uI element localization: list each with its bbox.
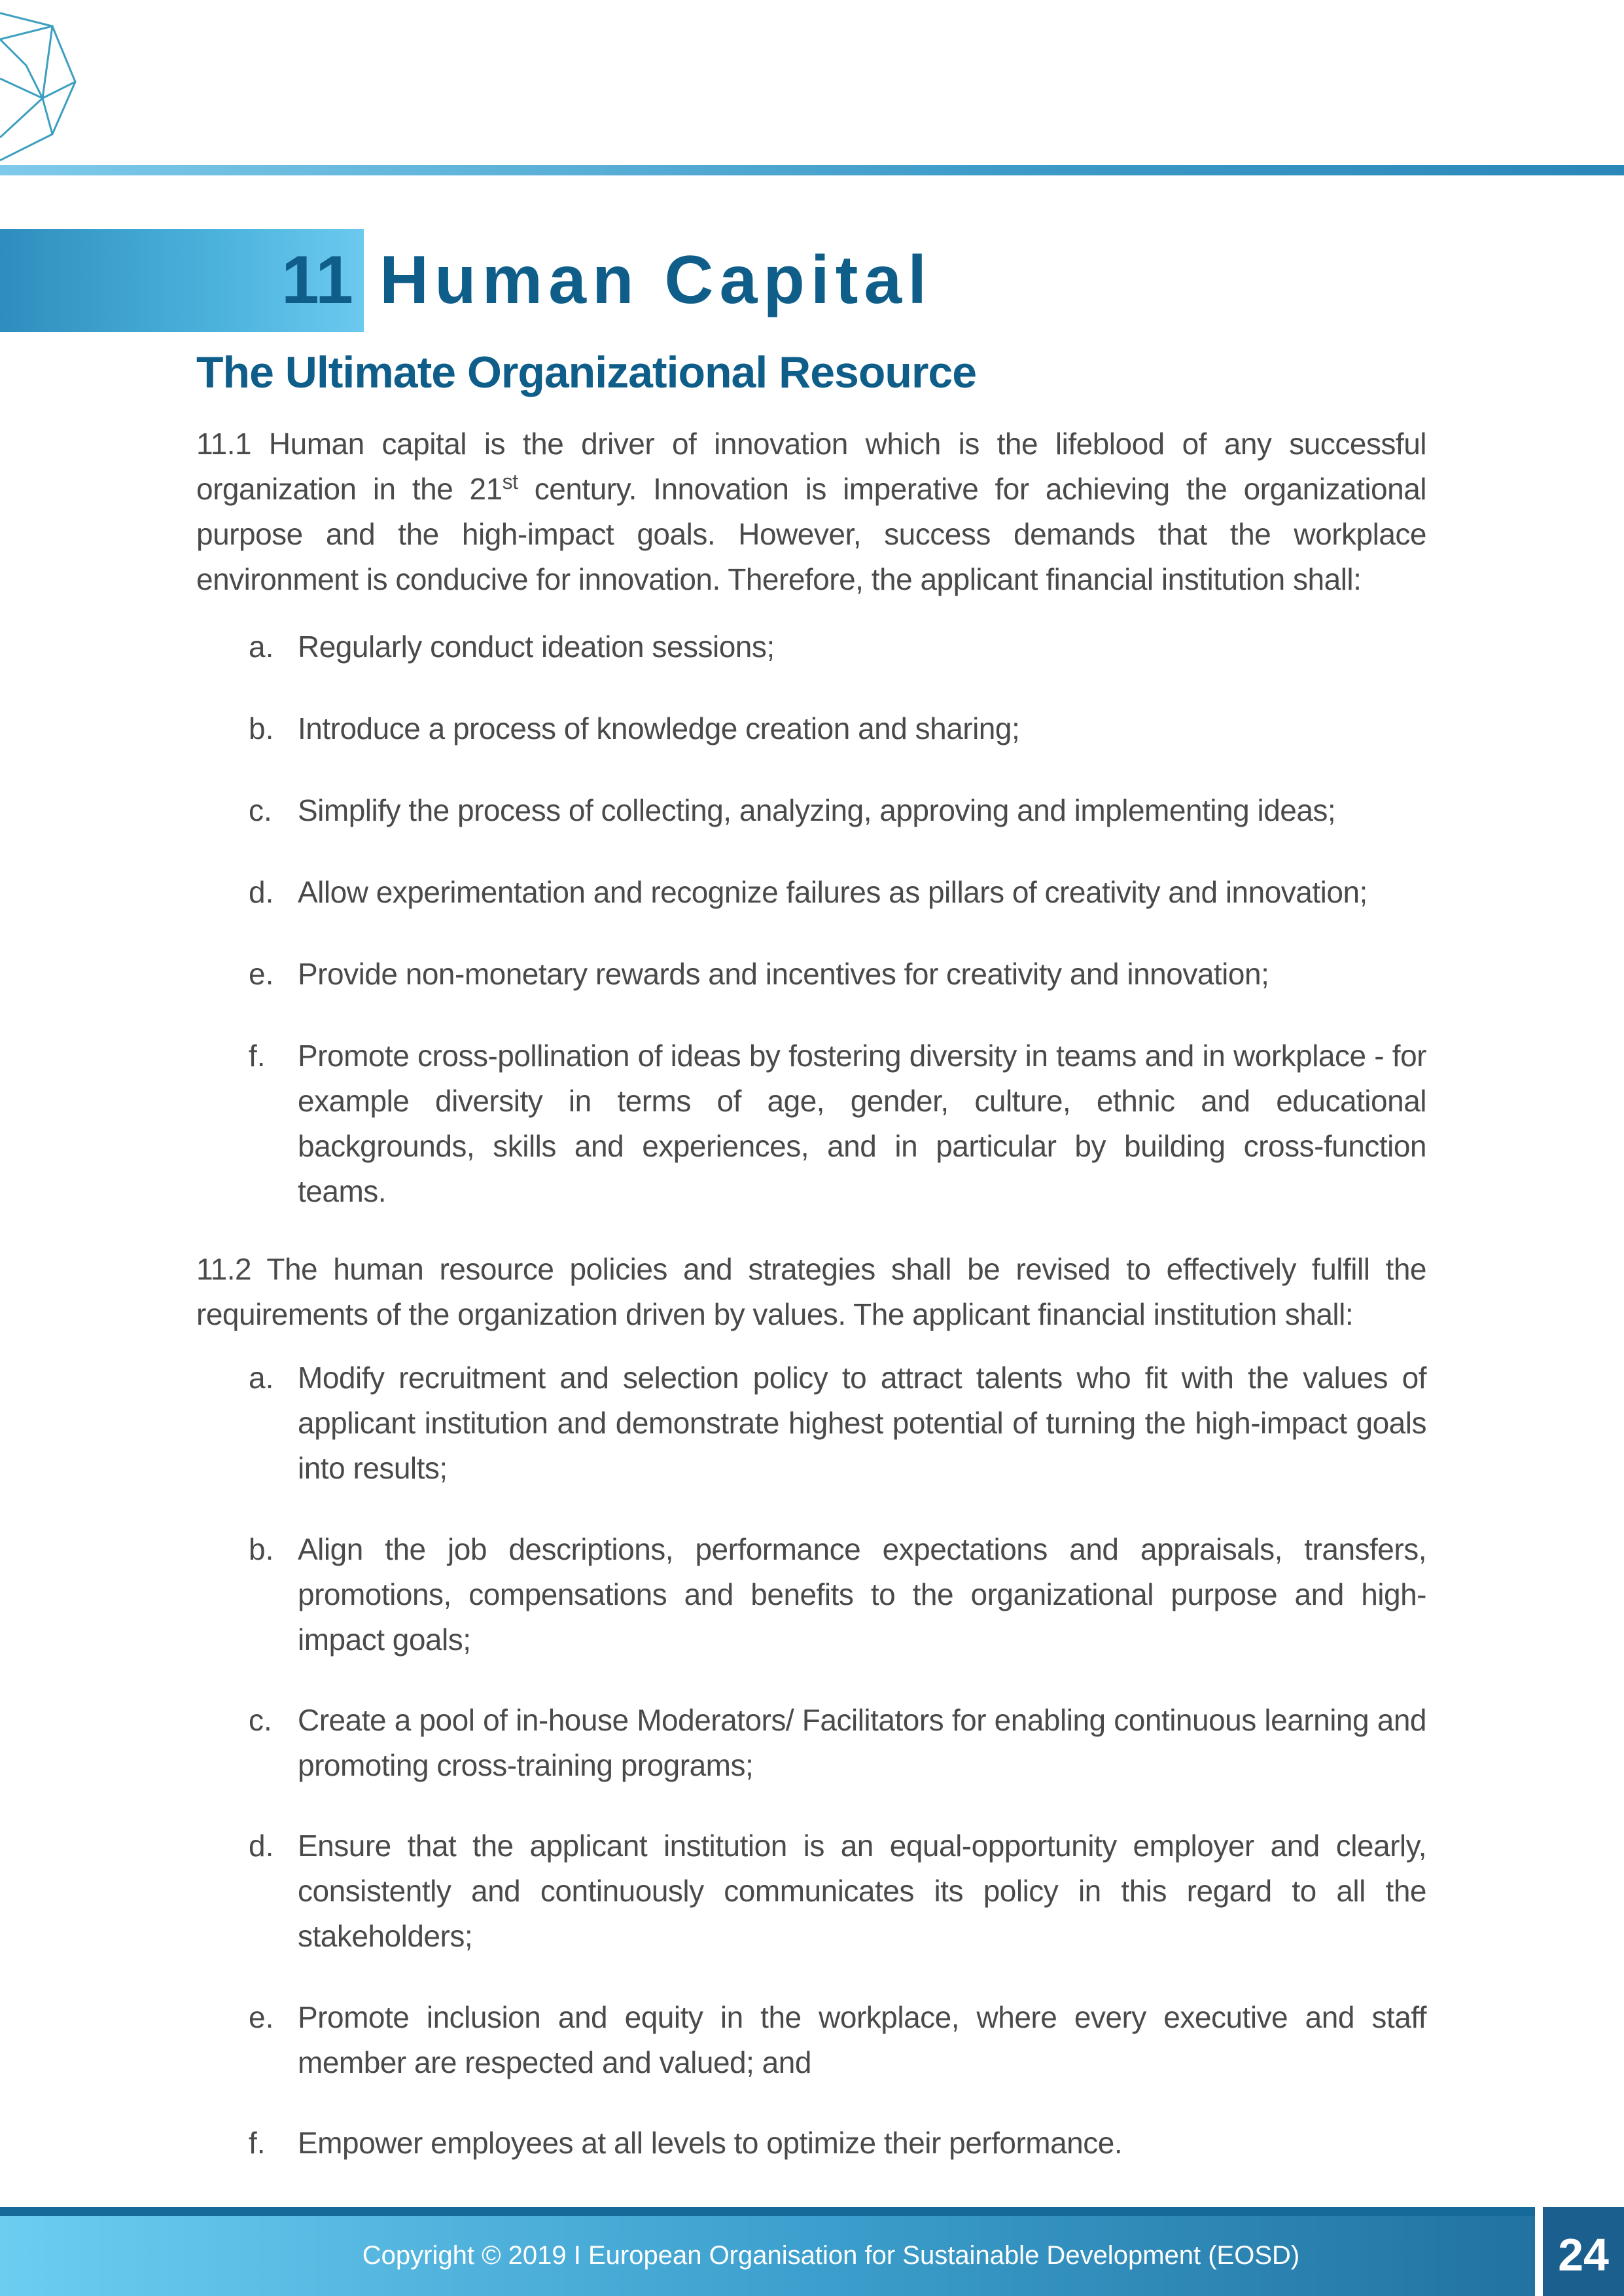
list-item	[196, 624, 1426, 670]
list-marker: c.	[249, 793, 272, 827]
list-item-text: Regularly conduct ideation sessions;	[298, 630, 775, 664]
list-item-text: Align the job descriptions, performance expectations and appraisals, transfers, promotions, compensations and benefits to the organizational purpose and high-impact goals;	[298, 1532, 1426, 1657]
paragraph-11-2: 11.2 The human resource policies and strategies shall be revised to effectively fulfill the requirements of the organization driven by values. The applicant financial institution shall:	[196, 1252, 1426, 1331]
list-marker: b.	[249, 711, 274, 745]
list-marker: d.	[249, 875, 274, 909]
list-item	[196, 1527, 1426, 1662]
list-item	[196, 1033, 1426, 1214]
list-item	[196, 706, 1426, 751]
list-item	[196, 870, 1426, 915]
chapter-title: Human Capital	[380, 242, 933, 318]
list-marker: f.	[249, 2126, 266, 2160]
list-item-text: Empower employees at all levels to optimize their performance.	[298, 2126, 1123, 2160]
list-item-text: Simplify the process of collecting, analyzing, approving and implementing ideas;	[298, 793, 1336, 827]
list-marker: f.	[249, 1039, 266, 1073]
list-marker: d.	[249, 1829, 274, 1863]
list-item	[196, 1698, 1426, 1788]
list-item-text: Ensure that the applicant institution is an equal-opportunity employer and clearly, consistently and continuously communicates its policy in this regard to all the stakeholders;	[298, 1829, 1426, 1953]
list-item-text: Introduce a process of knowledge creation and sharing;	[298, 711, 1020, 745]
geometric-logo-icon	[0, 0, 85, 164]
list-item	[196, 1355, 1426, 1491]
list-marker: e.	[249, 2000, 274, 2034]
header-rule	[0, 165, 1624, 175]
list-item	[196, 2121, 1426, 2166]
list-item-text: Create a pool of in-house Moderators/ Facilitators for enabling continuous learning and promoting cross-training programs;	[298, 1703, 1426, 1782]
paragraph-11-1	[196, 422, 1426, 602]
section-subtitle: The Ultimate Organizational Resource	[196, 348, 977, 397]
list-item	[196, 952, 1426, 997]
footer-top-rule	[0, 2207, 1624, 2216]
page-number: 24	[1558, 2229, 1609, 2280]
list-marker: a.	[249, 630, 274, 664]
list-item-text: Modify recruitment and selection policy to attract talents who fit with the values of applicant institution and demonstrate highest potential of turning the high-impact goals into results;	[298, 1361, 1426, 1485]
paragraph-11-1-text-cont: century. Innovation is imperative for achieving the organizational purpose and the high-impact goals. However, success demands that the workplace environment is conducive for innovation. Therefore, the applicant financial institution shall:	[196, 472, 1427, 596]
list-item	[196, 1995, 1426, 2085]
list-marker: b.	[249, 1532, 274, 1566]
list-item-text: Provide non-monetary rewards and incentives for creativity and innovation;	[298, 957, 1269, 991]
list-item-text: Promote cross-pollination of ideas by fostering diversity in teams and in workplace - for example diversity in terms of age, gender, culture, ethnic and educational backgrounds, skills and experiences, and in particular by building cross-function teams.	[298, 1039, 1426, 1208]
list-marker: c.	[249, 1703, 272, 1737]
footer-copyright: Copyright © 2019 I European Organisation for Sustainable Development (EOSD)	[362, 2241, 1300, 2270]
list-item-text: Allow experimentation and recognize failures as pillars of creativity and innovation;	[298, 875, 1368, 909]
list-item	[196, 788, 1426, 833]
paragraph-11-1-text: 11.1 Human capital is the driver of innovation which is the lifeblood of any successful organization in the 21	[196, 427, 1426, 506]
list-marker: e.	[249, 957, 274, 991]
ordinal-suffix: st	[502, 470, 518, 493]
list-item	[196, 1823, 1426, 1959]
list-item-text: Promote inclusion and equity in the workplace, where every executive and staff member are respected and valued; and	[298, 2000, 1426, 2079]
chapter-number: 11	[281, 242, 353, 318]
list-marker: a.	[249, 1361, 274, 1395]
